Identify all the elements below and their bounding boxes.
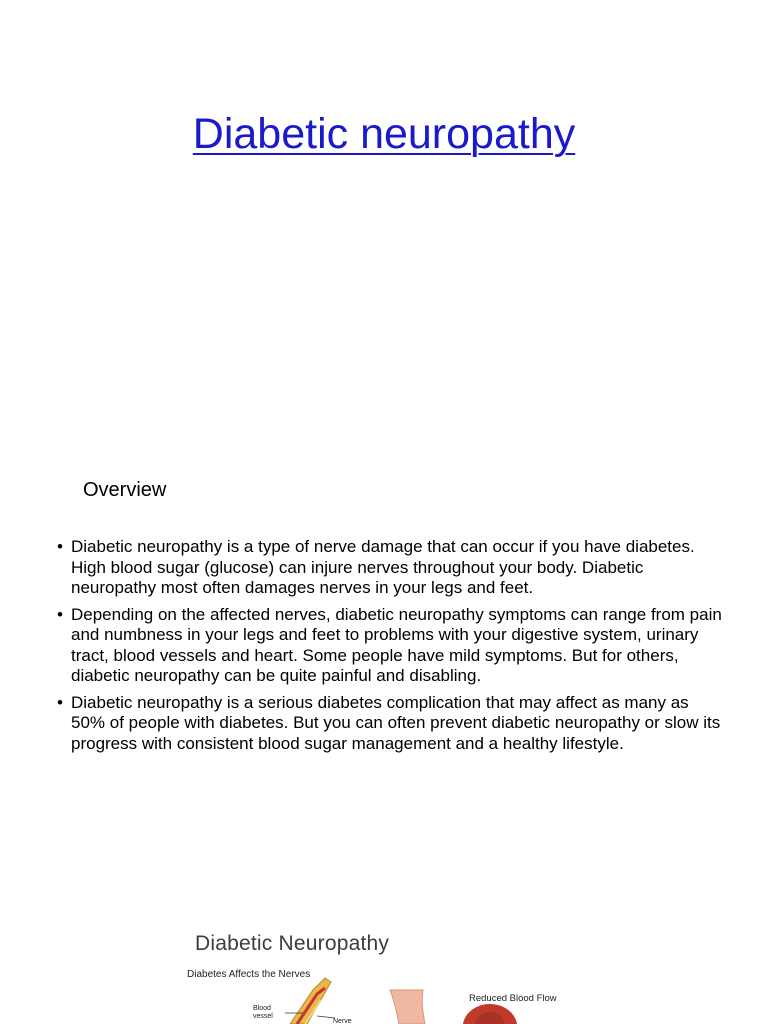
blood-flow-drawing: [463, 1004, 517, 1024]
bullet-text: Depending on the affected nerves, diabetic neuropathy symptoms can range from pain and numbness in your legs and feet to problems with your digestive system, urinary tract, blood vessels and heart. Some people have mild symptoms. But for others, diabetic neuropathy can be quite painful and disabling.: [71, 604, 722, 685]
figure-label-nerve: Nerve: [333, 1018, 352, 1024]
bullet-icon: •: [57, 692, 63, 712]
figure-label-vessel: Blood vessel: [253, 1005, 273, 1020]
vessel-nerve-drawing: [285, 978, 335, 1024]
list-item: [57, 605, 722, 687]
figure-title: Diabetic Neuropathy: [195, 932, 390, 955]
bullet-icon: •: [57, 604, 63, 624]
bullet-list: [57, 537, 722, 760]
section-heading: Overview: [83, 479, 167, 501]
bullet-icon: •: [57, 537, 63, 556]
neuropathy-illustration: [185, 918, 585, 1024]
figure-subtitle: Diabetes Affects the Nerves: [187, 969, 311, 980]
list-item: [57, 693, 722, 755]
leg-drawing: [390, 990, 425, 1024]
page-title-link[interactable]: Diabetic neuropathy: [192, 110, 576, 158]
bullet-text: Diabetic neuropathy is a type of nerve damage that can occur if you have diabetes. High blood sugar (glucose) can injure nerves throughout your body. Diabetic neuropathy most often damages nerves in your legs and feet.: [71, 537, 695, 597]
figure-label-reduced-flow: Reduced Blood Flow: [469, 993, 557, 1004]
bullet-text: Diabetic neuropathy is a serious diabetes complication that may affect as many as 50% of people with diabetes. But you can often prevent diabetic neuropathy or slow its progress with consistent blood sugar management and a healthy lifestyle.: [71, 692, 721, 753]
list-item: [57, 537, 722, 599]
